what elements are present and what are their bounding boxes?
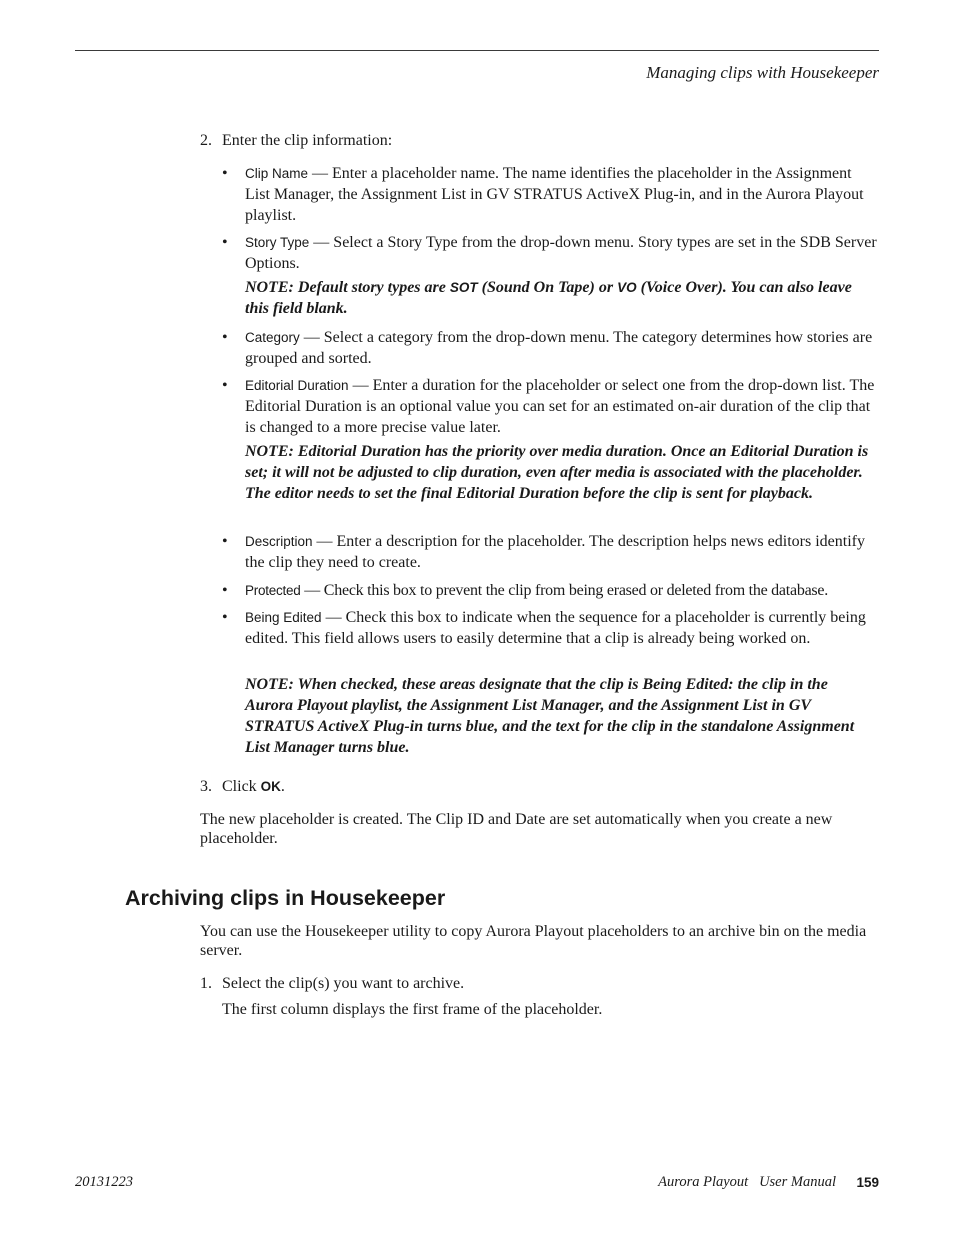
bullet-glyph: • — [222, 609, 228, 626]
bullet-text: — Check this box to prevent the clip from being erased or deleted from the database. — [300, 582, 829, 599]
after-ok-paragraph: The new placeholder is created. The Clip ID and Date are set automatically when you create a new placeholder. — [200, 811, 833, 847]
footer-page-number: 159 — [856, 1175, 879, 1190]
bullet-term: Description — [245, 534, 313, 549]
header-rule — [75, 50, 879, 51]
bullet-text: — Enter a duration for the placeholder or select one from the drop-down list. The Editorial Duration is an optional value you can set for an estimated on-air duration of the clip that is changed to a more precise value later. — [245, 377, 875, 436]
archiving-step-1 — [200, 973, 464, 994]
ok-label: OK — [260, 779, 281, 794]
step-text: Select the clip(s) you want to archive. — [222, 975, 465, 992]
bullet-term: Story Type — [245, 235, 310, 250]
archiving-step-1-detail: The first column displays the first frame of the placeholder. — [222, 1001, 603, 1018]
bullet-glyph: • — [222, 234, 228, 251]
bullet-term: Being Edited — [245, 610, 322, 625]
archiving-intro: You can use the Housekeeper utility to copy Aurora Playout placeholders to an archive bin on the media server. — [200, 923, 867, 959]
footer-manual-title: Aurora Playout User Manual — [658, 1174, 836, 1190]
bullet-protected — [245, 580, 877, 601]
step-text: Click — [222, 778, 261, 795]
bullet-term: Clip Name — [245, 166, 309, 181]
footer-date: 20131223 — [75, 1174, 133, 1190]
bullet-story-type — [245, 232, 877, 274]
step-text: . — [280, 778, 285, 795]
note-code-sot: SOT — [449, 280, 478, 295]
bullet-category — [245, 327, 877, 369]
bullet-term: Editorial Duration — [245, 378, 349, 393]
bullet-being-edited — [245, 607, 877, 649]
step-number: 3. — [200, 778, 212, 795]
bullet-glyph: • — [222, 533, 228, 550]
bullet-text: — Enter a placeholder name. The name identifies the placeholder in the Assignment List Manager, the Assignment List in GV STRATUS ActiveX Plug-in, and in the Aurora Playout playlist. — [245, 165, 864, 224]
step-number: 1. — [200, 975, 212, 992]
note-text: NOTE: Default story types are — [245, 279, 450, 296]
bullet-glyph: • — [222, 165, 228, 182]
note-text: (Voice Over). You can also leave this field blank. — [245, 279, 852, 317]
bullet-clip-name — [245, 163, 877, 226]
running-header-title: Managing clips with Housekeeper — [646, 63, 879, 82]
step-number: 2. — [200, 132, 212, 149]
note-being-edited: NOTE: When checked, these areas designate that the clip is Being Edited: the clip in the Aurora Playout playlist, the Assignment List Manager, and the Assignment List in GV STRATUS ActiveX Plug-in turns blue, and the text for the clip in the standalone Assignment List Manager turns blue. — [245, 676, 855, 756]
bullet-text: — Select a Story Type from the drop-down menu. Story types are set in the SDB Server Options. — [245, 234, 877, 272]
bullet-description — [245, 531, 877, 573]
bullet-text: — Select a category from the drop-down menu. The category determines how stories are grouped and sorted. — [245, 329, 873, 367]
note-code-vo: VO — [617, 280, 637, 295]
step-3 — [200, 776, 285, 797]
bullet-editorial-duration — [245, 375, 877, 438]
step-2 — [200, 130, 392, 151]
bullet-text: — Enter a description for the placeholder. The description helps news editors identify the clip they need to create. — [245, 533, 865, 571]
note-text: (Sound On Tape) or — [477, 279, 618, 296]
bullet-glyph: • — [222, 377, 228, 394]
note-story-types — [245, 277, 877, 319]
bullet-glyph: • — [222, 329, 228, 346]
bullet-text: — Check this box to indicate when the sequence for a placeholder is currently being edited. This field allows users to easily determine that a clip is already being worked on. — [245, 609, 866, 647]
note-editorial-duration: NOTE: Editorial Duration has the priority over media duration. Once an Editorial Duration is set; it will not be adjusted to clip duration, even after media is associated with the placeholder. The editor needs to set the final Editorial Duration before the clip is sent for playback. — [245, 443, 869, 502]
section-heading: Archiving clips in Housekeeper — [125, 886, 446, 910]
bullet-glyph: • — [222, 582, 228, 599]
step-text: Enter the clip information: — [222, 132, 393, 149]
bullet-term: Category — [245, 330, 300, 345]
bullet-term: Protected — [245, 583, 301, 598]
